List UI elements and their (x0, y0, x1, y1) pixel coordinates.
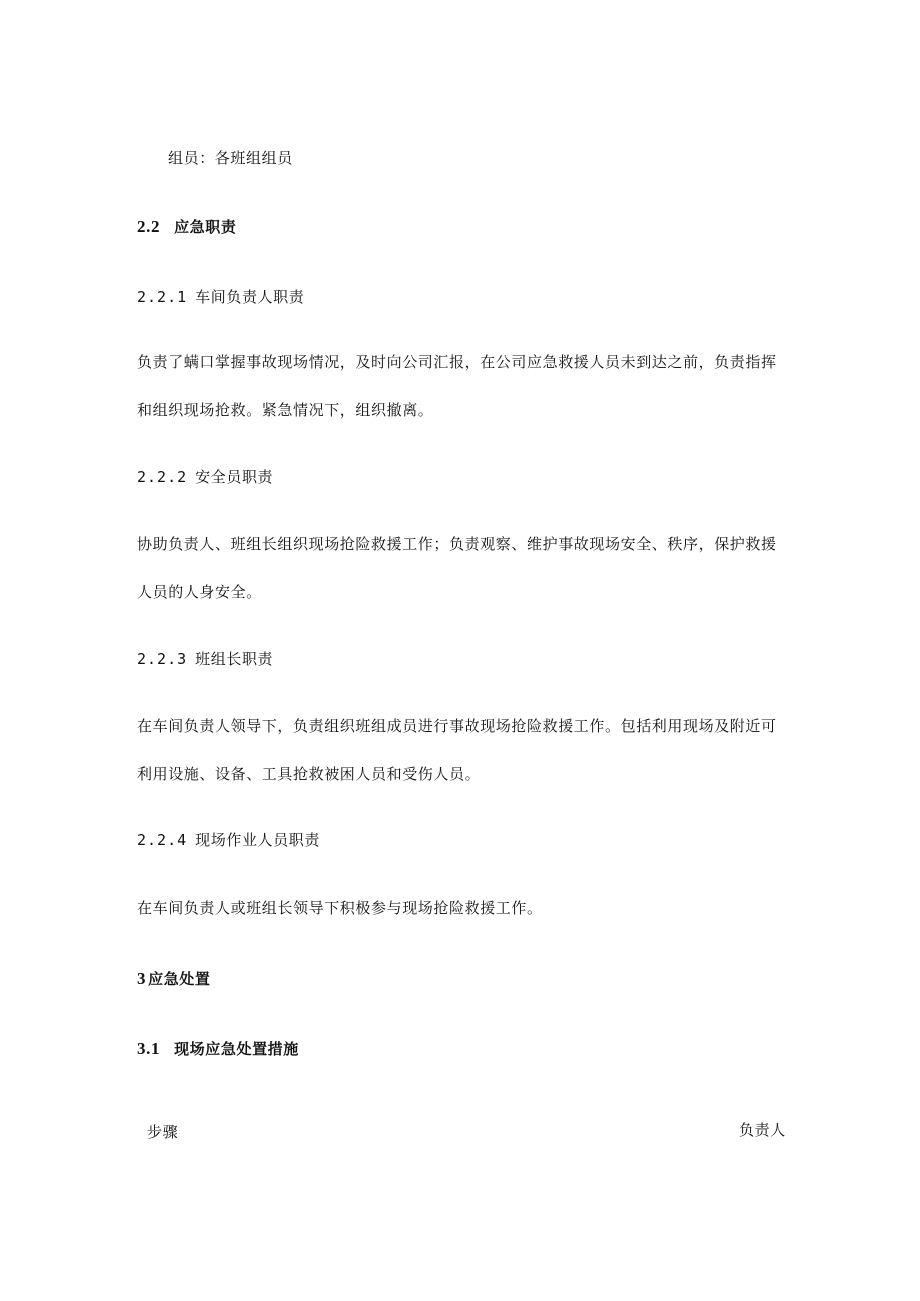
subsection-title: 班组长职责 (195, 650, 274, 668)
section-2-2-4-heading (137, 830, 320, 850)
subsection-title: 现场作业人员职责 (195, 831, 320, 849)
section-2-2-2-heading (137, 467, 273, 487)
section-3-1-heading (137, 1039, 299, 1059)
subsection-number: 2.2.1 (137, 288, 188, 306)
section-3-heading (137, 969, 211, 989)
paragraph-2-2-4-line-1: 在车间负责人或班组长领导下积极参与现场抢险救援工作。 (137, 899, 543, 917)
section-number: 3 (137, 969, 147, 988)
section-title: 应急职责 (174, 218, 237, 236)
section-2-2-3-heading (137, 649, 273, 669)
paragraph-2-2-2-line-1: 协助负责人、班组长组织现场抢险救援工作；负责观察、维护事故现场安全、秩序，保护救援 (137, 535, 777, 553)
section-number: 2.2 (137, 217, 161, 236)
section-2-2-1-heading (137, 287, 304, 307)
paragraph-2-2-3-line-2: 利用设施、设备、工具抢救被困人员和受伤人员。 (137, 765, 481, 783)
subsection-number: 2.2.4 (137, 831, 188, 849)
subsection-number: 2.2.3 (137, 650, 188, 668)
section-number: 3.1 (137, 1039, 161, 1058)
subsection-number: 2.2.2 (137, 468, 188, 486)
subsection-title: 车间负责人职责 (195, 288, 305, 306)
subsection-title: 安全员职责 (195, 468, 274, 486)
paragraph-2-2-1-line-1: 负责了螨口掌握事故现场情况，及时向公司汇报，在公司应急救援人员未到达之前，负责指挥 (137, 353, 777, 371)
section-title: 现场应急处置措施 (174, 1040, 299, 1058)
paragraph-2-2-2-line-2: 人员的人身安全。 (137, 583, 262, 601)
members-line: 组员：各班组组员 (168, 149, 293, 167)
table-header-steps: 步骤 (147, 1123, 179, 1141)
paragraph-2-2-3-line-1: 在车间负责人领导下，负责组织班组成员进行事故现场抢险救援工作。包括利用现场及附近可 (137, 717, 777, 735)
table-header-owner: 负责人 (739, 1121, 786, 1139)
paragraph-2-2-1-line-2: 和组织现场抢救。紧急情况下，组织撤离。 (137, 401, 434, 419)
section-title: 应急处置 (148, 970, 211, 988)
section-2-2-heading (137, 217, 236, 237)
